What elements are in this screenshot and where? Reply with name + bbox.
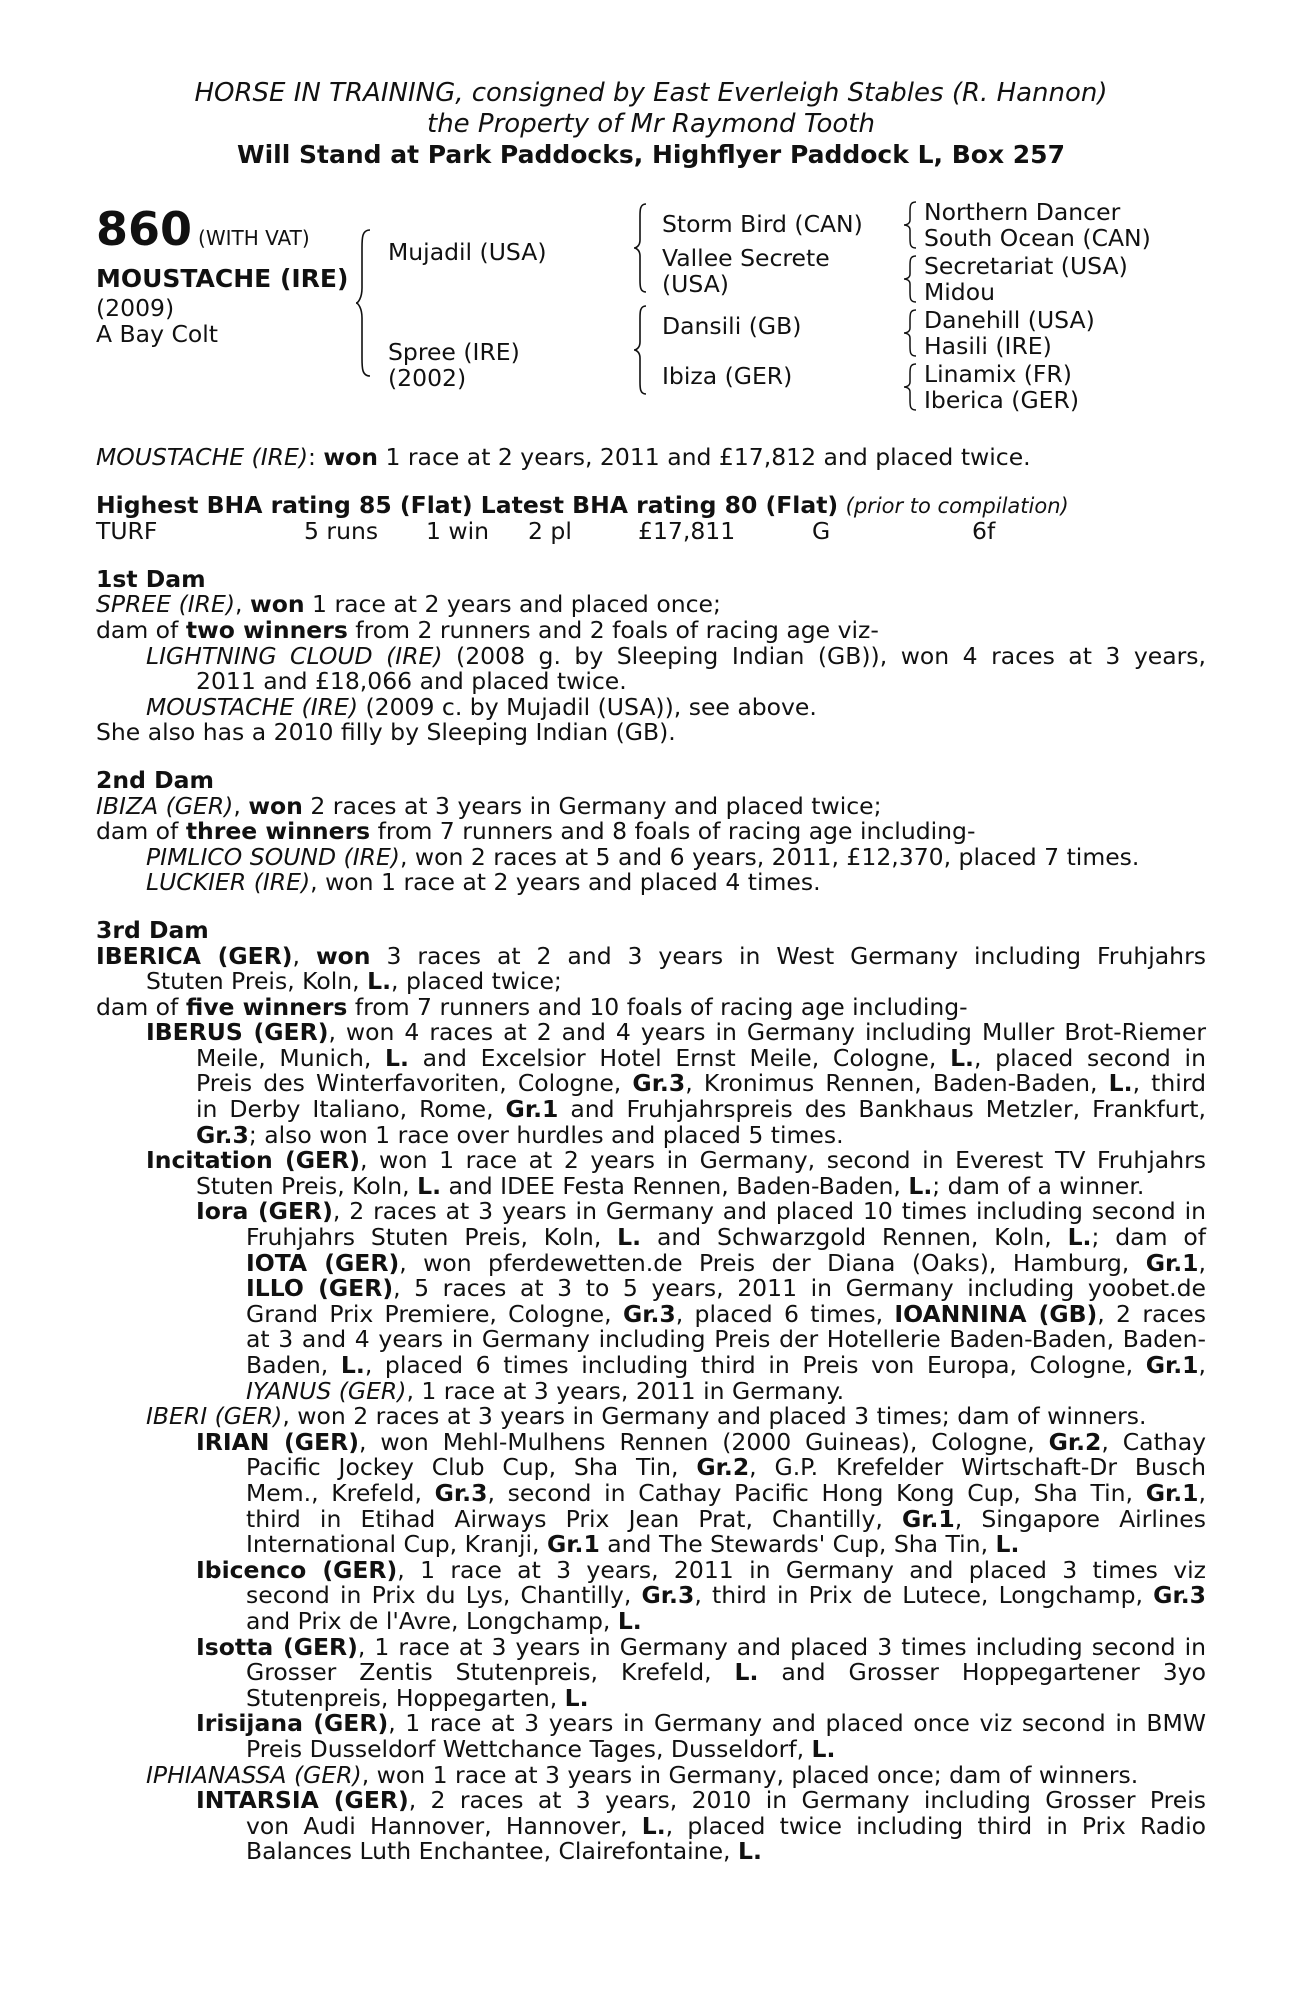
foaling-year: (2009) [96, 294, 175, 322]
third-dam-record: IBERICA (GER), won 3 races at 2 and 3 years in West Germany including Fruhjahrs [96, 941, 1206, 970]
race-summary: MOUSTACHE (IRE): won 1 race at 2 years, 2011 and £17,812 and placed twice. [96, 443, 1031, 471]
first-dam-record: SPREE (IRE), won 1 race at 2 years and placed once; [96, 590, 721, 619]
colour-sex: A Bay Colt [96, 320, 218, 348]
dam-sire-sire: Danehill (USA) [924, 306, 1095, 334]
progeny-iberi: IBERI (GER), won 2 races at 3 years in Germany and placed 3 times; dam of winners. [146, 1402, 1147, 1431]
pedigree-brace-5 [904, 254, 920, 304]
pedigree-brace-6 [904, 308, 920, 358]
progeny-irian: IRIAN (GER), won Mehl-Mulhens Rennen (2000 Guineas), Cologne, Gr.2, Cathay [196, 1427, 1206, 1456]
progeny-moustache: MOUSTACHE (IRE) (2009 c. by Mujadil (USA)), see above. [146, 692, 817, 721]
progeny-isotta: Isotta (GER), 1 race at 3 years in Germany and placed 3 times including second in [196, 1632, 1206, 1661]
progeny-iberus: IBERUS (GER), won 4 races at 2 and 4 years in Germany including Muller Brot-Riemer [146, 1018, 1206, 1047]
second-dam-record: IBIZA (GER), won 2 races at 3 years in Germany and placed twice; [96, 791, 882, 820]
pedigree-brace-4 [904, 200, 920, 250]
turf-record: TURF 5 runs 1 win 2 pl £17,811 G 6f [96, 517, 996, 546]
rating-line: Highest BHA rating 85 (Flat) Latest BHA rating 80 (Flat) (prior to compilation) [96, 490, 1069, 519]
progeny-incitation: Incitation (GER), won 1 race at 2 years in Germany, second in Everest TV Fruhjahrs [146, 1146, 1206, 1175]
progeny-ibicenco: Ibicenco (GER), 1 race at 3 years, 2011 in Germany and placed 3 times viz [196, 1555, 1206, 1584]
location-line: Will Stand at Park Paddocks, Highflyer Paddock L, Box 257 [237, 140, 1065, 169]
dam-sire: Dansili (GB) [662, 312, 802, 340]
dam-sire-dam: Hasili (IRE) [924, 332, 1052, 360]
progeny-intarsia: INTARSIA (GER), 2 races at 3 years, 2010 in Germany including Grosser Preis [196, 1786, 1207, 1815]
dam: Spree (IRE) [388, 338, 520, 366]
sire-dam: Vallee Secrete [662, 244, 830, 272]
dam-year: (2002) [388, 364, 467, 392]
pedigree-brace-1 [356, 228, 382, 378]
second-dam-heading: 2nd Dam [96, 765, 214, 794]
progeny-irisijana: Irisijana (GER), 1 race at 3 years in Germany and placed once viz second in BMW [196, 1709, 1206, 1738]
first-dam-heading: 1st Dam [96, 564, 206, 593]
vat-note: (WITH VAT) [198, 226, 310, 250]
owner-line: the Property of Mr Raymond Tooth [427, 109, 875, 139]
catalogue-page: HORSE IN TRAINING, consigned by East Everleigh Stables (R. Hannon) the Property of Mr Raymond Tooth Will Stand at Park Paddocks, Highflyer Paddock L, Box 257 860 (WITH VAT) MOUSTACHE (IRE) (2009) A Bay Colt Mujadil (USA) Spree (IRE) (2002) Storm Bird (CAN) Vallee Secrete (USA) Dansili (GB) Ibiza (GER) Northern Dancer South Ocean (CAN) Secretariat (USA) Midou Danehill (USA) Hasili (IRE) Linamix (FR) Iberica (GER) MOUSTACHE (IRE): won 1 race at 2 years, 2011 and £17,812 and placed twice. Highest BHA rating 85 (Flat) Latest BHA rating 80 (Flat) (prior to compilation) TURF 5 runs 1 win 2 pl £17,811 G 6f 1st Dam SPREE (IRE), won 1 race at 2 years and placed once; dam of two winners from 2 runners and 2 foals of racing age viz- LIGHTNING CLOUD (IRE) (2008 g. by Sleeping Indian (GB)), won 4 races at 3 years, 2011 and £18,066 and placed twice. MOUSTACHE (IRE) (2009 c. by Mujadil (USA)), see above. She also has a 2010 filly by Sleeping Indian (GB). 2nd Dam IBIZA (GER), won 2 races at 3 years in Germany and placed twice; dam of three winners from 7 runners and 8 foals of racing age including- PIMLICO SOUND (IRE), won 2 races at 5 and 6 years, 2011, £12,370, placed 7 times. LUCKIER (IRE), won 1 race at 2 years and placed 4 times. 3rd Dam IBERICA (GER), won 3 races at 2 and 3 years in West Germany including Fruhjahrs Stuten Preis, Koln, L., placed twice; dam of five winners from 7 runners and 10 foals of racing age including- IBERUS (GER), won 4 races at 2 and 4 years in Germany including Muller Brot-Riemer Meile, Munich, L. and Excelsior Hotel Ernst Meile, Cologne, L., placed second in Preis des Winterfavoriten, Cologne, Gr.3, Kronimus Rennen, Baden-Baden, L., third in Derby Italiano, Rome, Gr.1 and Fruhjahrspreis des Bankhaus Metzler, Frankfurt, Gr.3; also won 1 race over hurdles and placed 5 times. Incitation (GER), won 1 race at 2 years in Germany, second in Everest TV Fruhjahrs Stuten Preis, Koln, L. and IDEE Festa Rennen, Baden-Baden, L.; dam of a winner. Iora (GER), 2 races at 3 years in Germany and placed 10 times including second in Fruhjahrs Stuten Preis, Koln, L. and Schwarzgold Rennen, Koln, L.; dam of IOTA (GER), won pferdewetten.de Preis der Diana (Oaks), Hamburg, Gr.1, ILLO (GER), 5 races at 3 to 5 years, 2011 in Germany including yoobet.de Grand Prix Premiere, Cologne, Gr.3, placed 6 times, IOANNINA (GB), 2 races at 3 and 4 years in Germany including Preis der Hotellerie Baden-Baden, Baden- Baden, L., placed 6 times including third in Preis von Europa, Cologne, Gr.1, IYANUS (GER), 1 race at 3 years, 2011 in Germany. IBERI (GER), won 2 races at 3 years in Germany and placed 3 times; dam of winners. IRIAN (GER), won Mehl-Mulhens Rennen (2000 Guineas), Cologne, Gr.2, Cathay Pacific Jockey Club Cup, Sha Tin, Gr.2, G.P. Krefelder Wirtschaft-Dr Busch Mem., Krefeld, Gr.3, second in Cathay Pacific Hong Kong Cup, Sha Tin, Gr.1, third in Etihad Airways Prix Jean Prat, Chantilly, Gr.1, Singapore Airlines International Cup, Kranji, Gr.1 and The Stewards' Cup, Sha Tin, L. Ibicenco (GER), 1 race at 3 years, 2011 in Germany and placed 3 times viz second in Prix du Lys, Chantilly, Gr.3, third in Prix de Lutece, Longchamp, Gr.3 and Prix de l'Avre, Longchamp, L. Isotta (GER), 1 race at 3 years in Germany and placed 3 times including second in Grosser Zentis Stutenpreis, Krefeld, L. and Grosser Hoppegartener 3yo Stutenpreis, Hoppegarten, L. Irisijana (GER), 1 race at 3 years in Germany and placed once viz second in BMW Preis Dusseldorf Wettchance Tages, Dusseldorf, L. IPHIANASSA (GER), won 1 race at 3 years in Germany, placed once; dam of winners. INTARSIA (GER), 2 races at 3 years, 2010 in Germany including Grosser Preis von Audi Hannover, Hannover, L., placed twice including third in Prix Radio Balances Luth Enchantee, Clairefontaine, L. [96, 78, 1207, 1866]
sire-sire: Storm Bird (CAN) [662, 210, 863, 238]
progeny-luckier: LUCKIER (IRE), won 1 race at 2 years and placed 4 times. [146, 868, 821, 897]
pedigree-brace-7 [904, 362, 920, 412]
sire: Mujadil (USA) [388, 238, 547, 266]
dam-dam-dam: Iberica (GER) [924, 386, 1080, 414]
progeny-lightning-cloud: LIGHTNING CLOUD (IRE) (2008 g. by Sleeping Indian (GB)), won 4 races at 3 years, [146, 641, 1206, 670]
progeny-iphianassa: IPHIANASSA (GER), won 1 race at 3 years in Germany, placed once; dam of winners. [146, 1760, 1139, 1789]
lot-number-line [96, 204, 310, 254]
sire-dam-dam: Midou [924, 278, 995, 306]
dam-dam-sire: Linamix (FR) [924, 360, 1072, 388]
pedigree-brace-2 [634, 202, 654, 294]
horse-name: MOUSTACHE (IRE) [96, 264, 349, 293]
third-dam-heading: 3rd Dam [96, 915, 209, 944]
lot-number: 860 [96, 202, 193, 256]
progeny-iora: Iora (GER), 2 races at 3 years in Germany and placed 10 times including second in [196, 1197, 1206, 1226]
sire-sire-dam: South Ocean (CAN) [924, 224, 1151, 252]
sire-sire-sire: Northern Dancer [924, 198, 1121, 226]
progeny-pimlico-sound: PIMLICO SOUND (IRE), won 2 races at 5 and 6 years, 2011, £12,370, placed 7 times. [146, 842, 1140, 871]
dam-dam: Ibiza (GER) [662, 362, 793, 390]
sire-dam-sire: Secretariat (USA) [924, 252, 1128, 280]
sire-dam-country: (USA) [662, 270, 729, 298]
consignor-line: HORSE IN TRAINING, consigned by East Everleigh Stables (R. Hannon) [194, 78, 1108, 108]
pedigree-table [96, 200, 1206, 445]
pedigree-brace-3 [634, 304, 654, 396]
